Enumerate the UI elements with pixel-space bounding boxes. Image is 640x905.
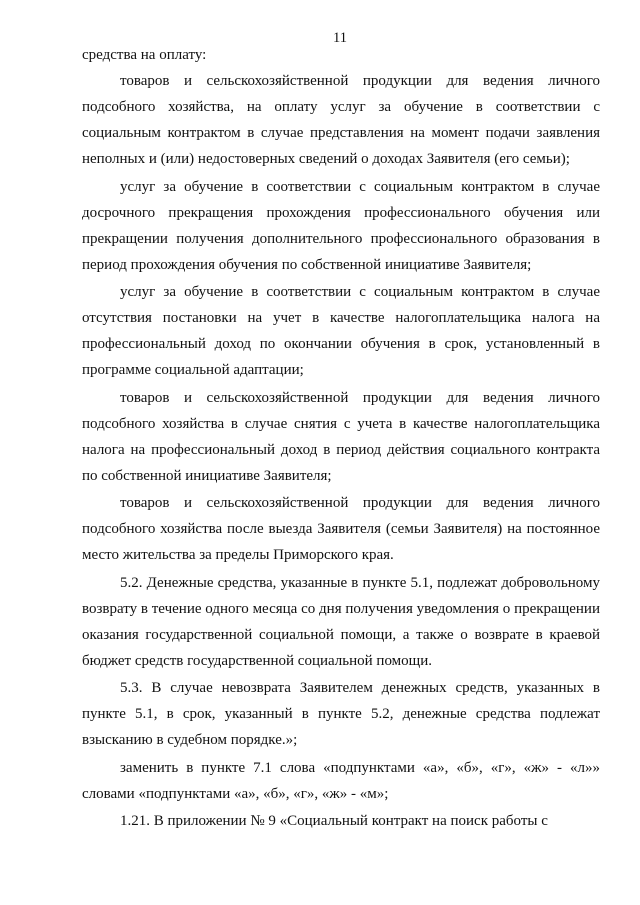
paragraph-continuation: средства на оплату: — [82, 47, 207, 63]
paragraph-replace-7-1: заменить в пункте 7.1 слова «подпунктами «а», «б», «г», «ж» - «л»» словами «подпунктами «а», «б», «г», «ж» - «м»; — [82, 759, 600, 802]
paragraph-goods-deregistration: товаров и сельскохозяйственной продукции для ведения личного подсобного хозяйства в случае снятия с учета в качестве налогоплательщика налога на профессиональный доход в период действия социального контракта по собственной инициативе Заявителя; — [82, 389, 600, 484]
paragraph-5-2: 5.2. Денежные средства, указанные в пункте 5.1, подлежат добровольному возврату в течение одного месяца со дня получения уведомления о прекращении оказания государственной социальной помощи, а также о возврате в краевой бюджет средств государственной социальной помощи. — [82, 574, 600, 669]
page-number: 11 — [333, 30, 347, 46]
paragraph-5-3: 5.3. В случае невозврата Заявителем денежных средств, указанных в пункте 5.1, в срок, указанный в пункте 5.2, денежные средства подлежат взысканию в судебном порядке.»; — [82, 680, 600, 748]
paragraph-training-early-termination: услуг за обучение в соответствии с социальным контрактом в случае досрочного прекращения прохождения профессионального обучения или прекращении получения дополнительного профессионального образования в период прохождения обучения по собственной инициативе Заявителя; — [82, 178, 600, 273]
paragraph-goods-relocation: товаров и сельскохозяйственной продукции для ведения личного подсобного хозяйства после выезда Заявителя (семьи Заявителя) на постоянное место жительства за пределы Приморского края. — [82, 495, 600, 563]
document-body — [82, 42, 600, 834]
paragraph-training-no-registration: услуг за обучение в соответствии с социальным контрактом в случае отсутствия постановки на учет в качестве налогоплательщика налога на профессиональный доход по окончании обучения в срок, установленный в программе социальной адаптации; — [82, 284, 600, 378]
paragraph-goods-first: товаров и сельскохозяйственной продукции для ведения личного подсобного хозяйства, на оплату услуг за обучение в соответствии с социальным контрактом в случае представления на момент подачи заявления неполных и (или) недостоверных сведений о доходах Заявителя (его семьи); — [82, 73, 600, 167]
paragraph-1-21: 1.21. В приложении № 9 «Социальный контракт на поиск работы с — [120, 813, 548, 829]
